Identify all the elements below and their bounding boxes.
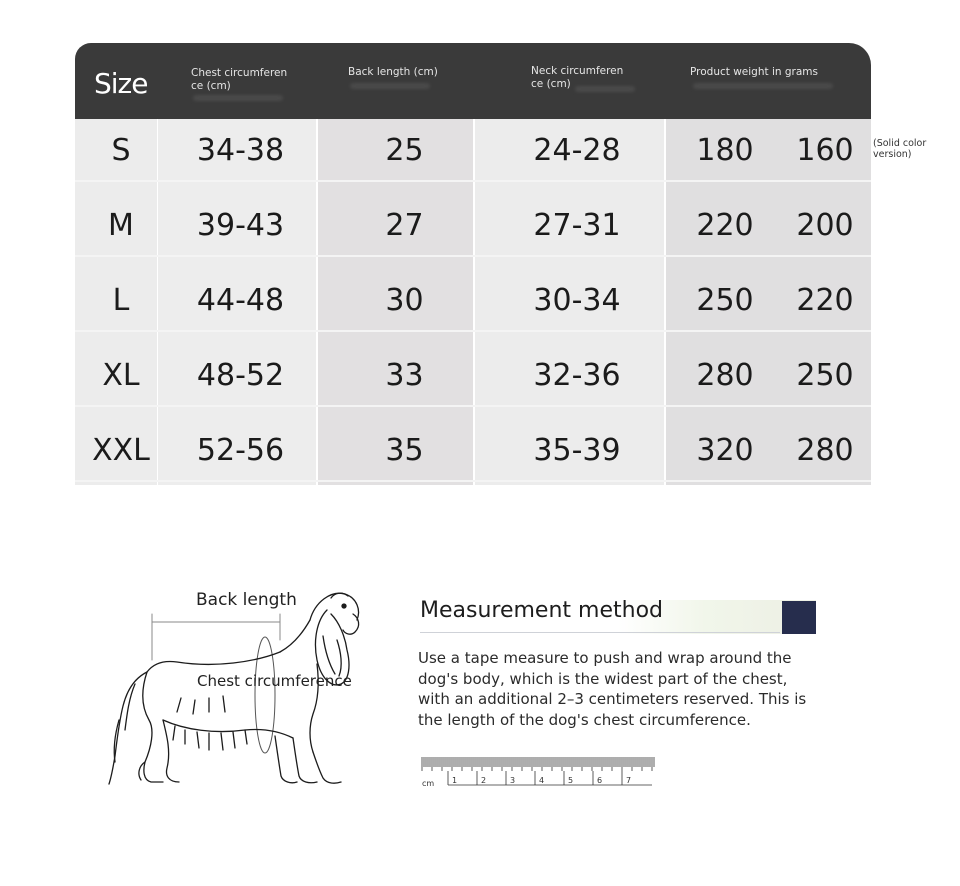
weight-cell: 220	[696, 208, 754, 243]
row-divider	[75, 180, 871, 182]
chest-cell: 44-48	[196, 283, 285, 318]
chest-cell: 34-38	[196, 133, 285, 168]
header-blur	[350, 83, 430, 89]
ruler-number: 4	[539, 776, 545, 785]
ruler-number: 5	[568, 776, 574, 785]
back-cell: 27	[385, 208, 424, 243]
weight-solid-cell: 160	[796, 133, 854, 168]
weight-cell: 250	[696, 283, 754, 318]
table-header	[75, 43, 871, 119]
row-divider	[75, 480, 871, 482]
neck-column-header: Neck circumferen ce (cm)	[531, 65, 624, 90]
back-length-label: Back length	[196, 590, 297, 610]
neck-cell: 32-36	[533, 358, 621, 393]
size-cell: L	[112, 283, 130, 318]
header-blur	[575, 86, 635, 92]
size-cell: XXL	[92, 433, 150, 468]
neck-cell: 35-39	[533, 433, 621, 468]
title-accent-block	[782, 601, 816, 634]
weight-column-header: Product weight in grams	[690, 66, 818, 78]
chest-cell: 52-56	[196, 433, 285, 468]
neck-cell: 27-31	[533, 208, 621, 243]
size-table	[75, 43, 871, 485]
weight-solid-cell: 220	[796, 283, 854, 318]
weight-cell: 320	[696, 433, 754, 468]
header-blur	[193, 95, 283, 101]
chest-cell: 39-43	[196, 208, 285, 243]
back-cell: 35	[385, 433, 424, 468]
chest-column-header: Chest circumferen ce (cm)	[191, 67, 288, 92]
row-divider	[75, 330, 871, 332]
ruler-icon	[420, 755, 656, 789]
row-divider	[75, 255, 871, 257]
size-cell: XL	[102, 358, 140, 393]
size-cell: S	[111, 133, 131, 168]
ruler-number: 2	[481, 776, 487, 785]
ruler-unit: cm	[422, 779, 435, 788]
header-blur	[693, 83, 833, 89]
title-underline	[420, 632, 780, 633]
back-cell: 33	[385, 358, 424, 393]
ruler-number: 3	[510, 776, 516, 785]
back-cell: 30	[385, 283, 424, 318]
back-cell: 25	[385, 133, 424, 168]
row-divider	[75, 405, 871, 407]
chest-circumference-label: Chest circumference	[197, 672, 352, 690]
ruler-number: 6	[597, 776, 603, 785]
neck-cell: 30-34	[533, 283, 621, 318]
method-title: Measurement method	[420, 598, 663, 623]
neck-cell: 24-28	[533, 133, 621, 168]
chest-cell: 48-52	[196, 358, 285, 393]
method-description: Use a tape measure to push and wrap around the dog's body, which is the widest part of the chest, with an additional 2–3 centimeters reserved. This is the length of the dog's chest circumference.	[418, 649, 807, 729]
solid-color-note: (Solid color version)	[873, 138, 927, 160]
back-column-header: Back length (cm)	[348, 66, 438, 78]
size-column-header: Size	[94, 67, 148, 100]
weight-solid-cell: 200	[796, 208, 854, 243]
ruler-number: 7	[626, 776, 632, 785]
table-body	[75, 119, 871, 485]
weight-cell: 280	[696, 358, 754, 393]
weight-cell: 180	[696, 133, 754, 168]
weight-solid-cell: 250	[796, 358, 854, 393]
size-cell: M	[108, 208, 134, 243]
weight-solid-cell: 280	[796, 433, 854, 468]
ruler-number: 1	[452, 776, 458, 785]
